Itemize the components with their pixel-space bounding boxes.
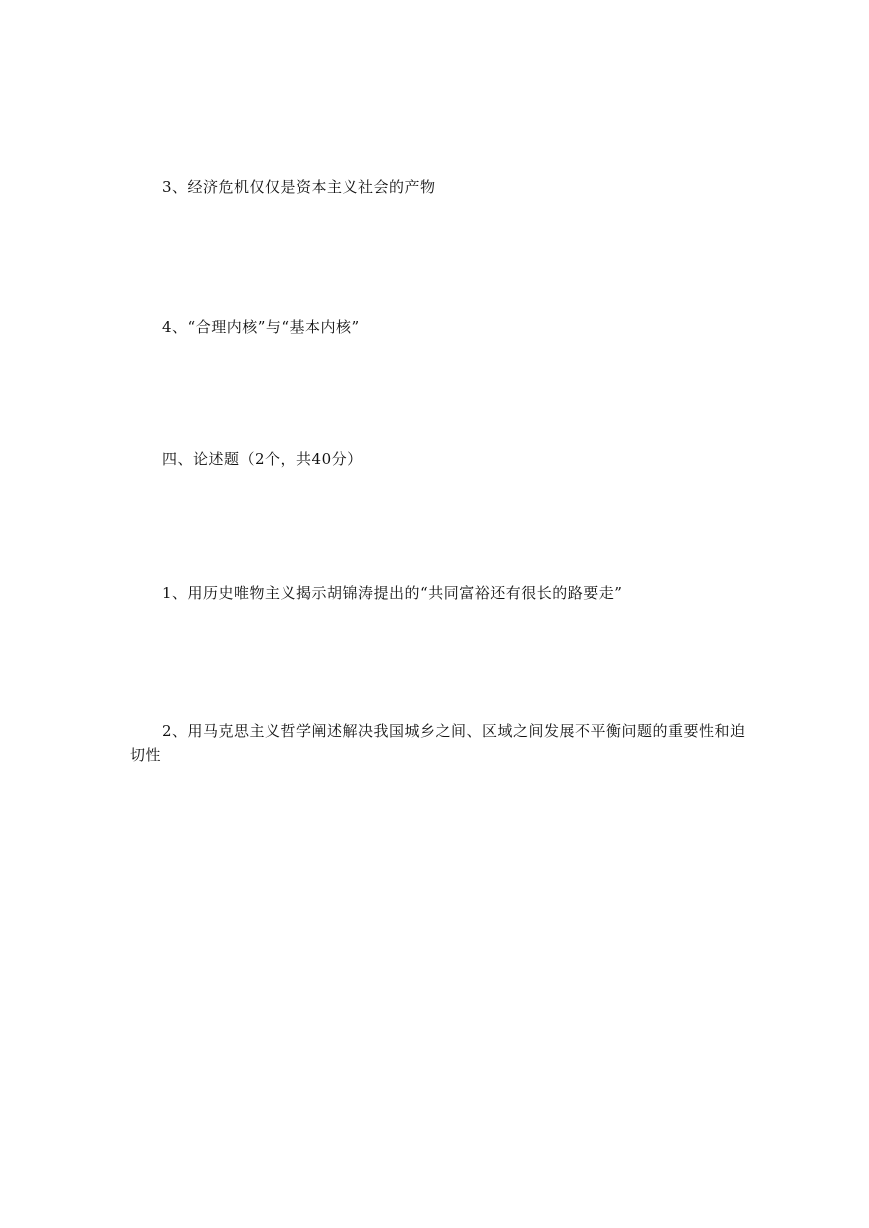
- question-4-text: 4、“合理内核”与“基本内核”: [162, 318, 360, 336]
- section-4-heading: 四、论述题（2个，共40分）: [162, 450, 363, 468]
- essay-question-2-text: 2、用马克思主义哲学阐述解决我国城乡之间、区域之间发展不平衡问题的重要性和迫切性: [130, 722, 746, 764]
- question-3-text: 3、经济危机仅仅是资本主义社会的产物: [162, 178, 436, 196]
- essay-question-1-text: 1、用历史唯物主义揭示胡锦涛提出的“共同富裕还有很长的路要走”: [162, 584, 623, 602]
